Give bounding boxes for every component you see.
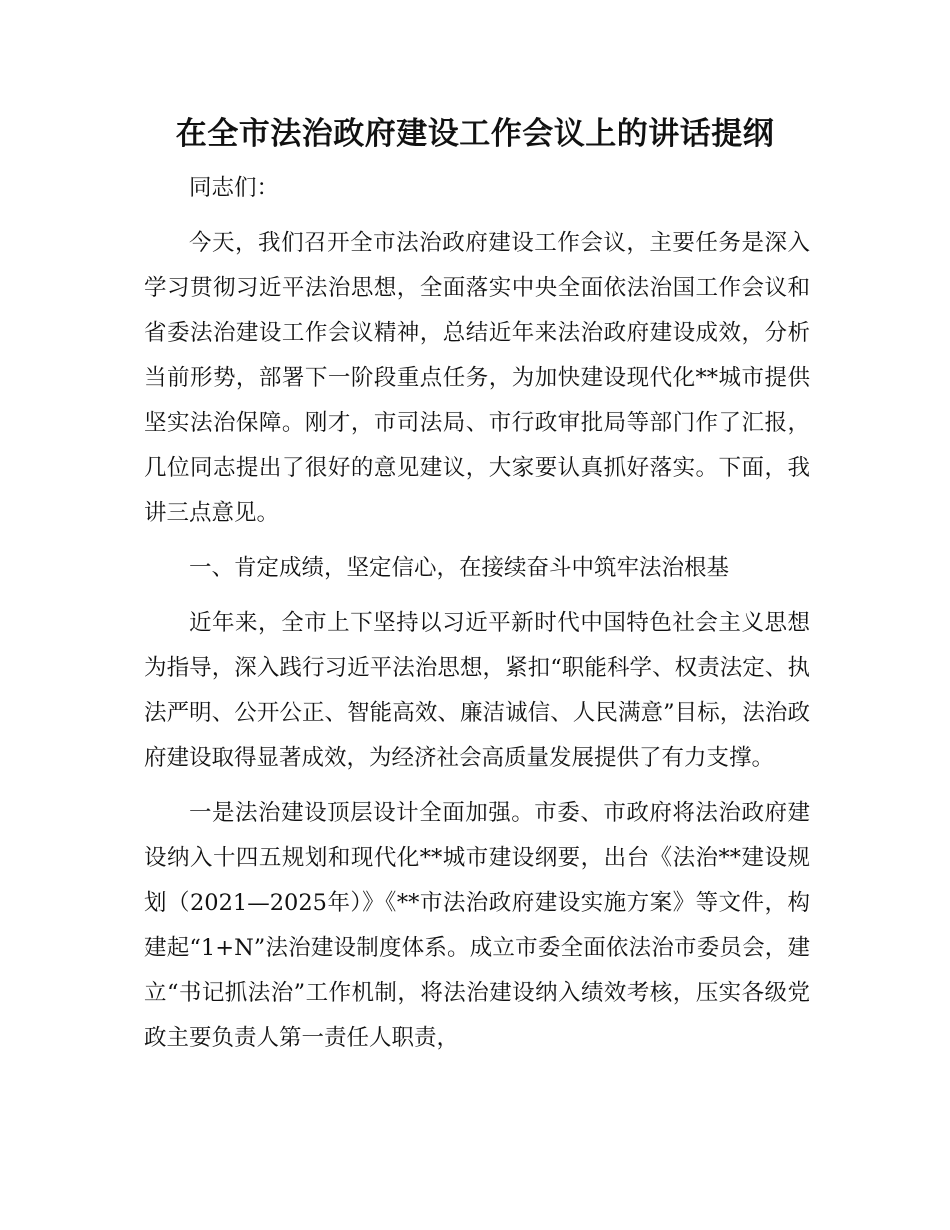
salutation: 同志们：: [189, 175, 280, 201]
paragraph-intro: 今天，我们召开全市法治政府建设工作会议，主要任务是深入学习贯彻习近平法治思想，全面落实中央全面依法治国工作会议和省委法治建设工作会议精神，总结近年来法治政府建设成效，分析当前形势，部署下一阶段重点任务，为加快建设现代化**城市提供坚实法治保障。刚才，市司法局、市行政审批局等部门作了汇报，几位同志提出了很好的意见建议，大家要认真抓好落实。下面，我讲三点意见。: [144, 230, 810, 526]
section-heading-1: 一、肯定成绩，坚定信心，在接续奋斗中筑牢法治根基: [189, 555, 730, 581]
paragraph-point-1: 一是法治建设顶层设计全面加强。市委、市政府将法治政府建设纳入十四五规划和现代化**城市建设纲要，出台《法治**建设规划（2021—2025年）》《**市法治政府建设实施方案》等文件，构建起“1+N”法治建设制度体系。成立市委全面依法治市委员会，建立“书记抓法治”工作机制，将法治建设纳入绩效考核，压实各级党政主要负责人第一责任人职责，: [144, 800, 810, 1051]
document-body: [144, 166, 810, 1061]
document-title: 在全市法治政府建设工作会议上的讲话提纲: [175, 116, 775, 152]
paragraph-achievements: 近年来，全市上下坚持以习近平新时代中国特色社会主义思想为指导，深入践行习近平法治思想，紧扣“职能科学、权责法定、执法严明、公开公正、智能高效、廉洁诚信、人民满意”目标，法治政府建设取得显著成效，为经济社会高质量发展提供了有力支撑。: [144, 610, 810, 771]
